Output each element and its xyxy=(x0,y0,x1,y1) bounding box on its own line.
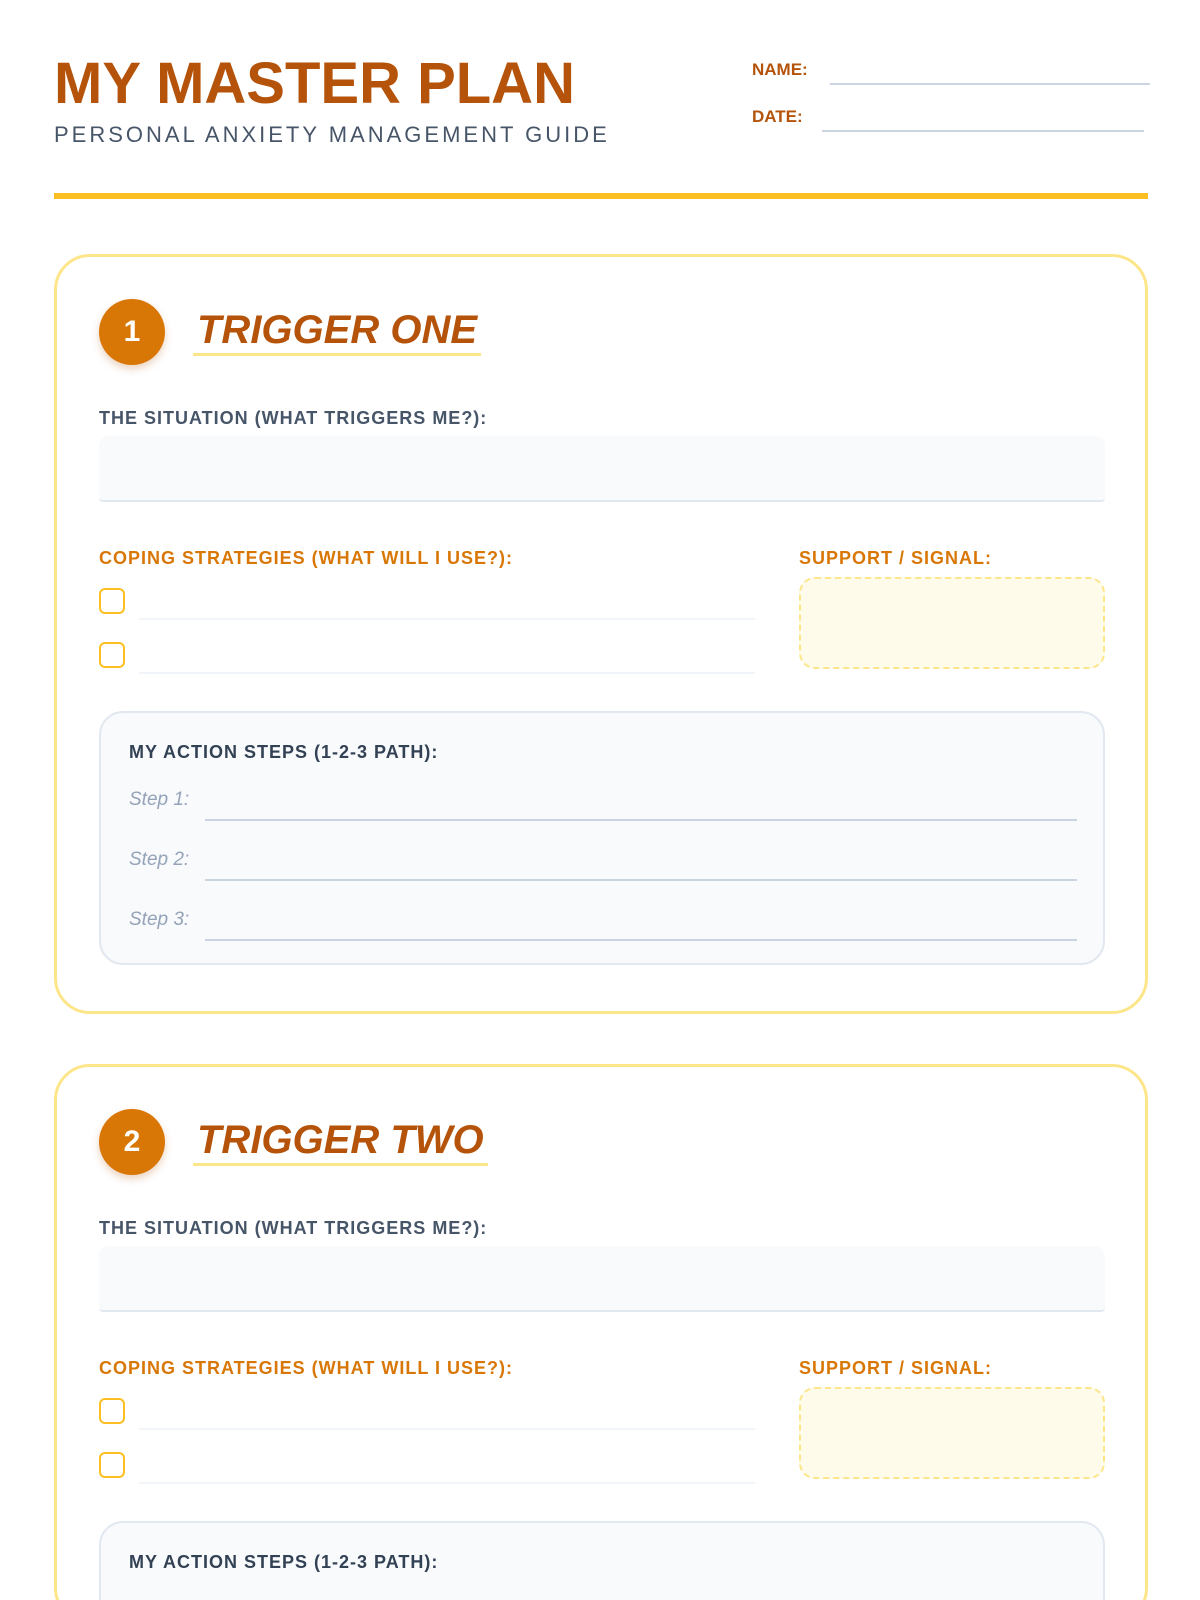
coping-checkbox-1[interactable] xyxy=(99,588,125,614)
name-label: NAME: xyxy=(752,60,808,79)
coping-line-1[interactable] xyxy=(139,618,755,620)
date-field[interactable] xyxy=(822,130,1144,132)
support-input[interactable] xyxy=(799,577,1105,669)
coping-checkbox-1[interactable] xyxy=(99,1398,125,1424)
situation-input[interactable] xyxy=(99,436,1105,502)
situation-input[interactable] xyxy=(99,1246,1105,1312)
action-steps-label: MY ACTION STEPS (1-2-3 PATH): xyxy=(129,742,439,762)
support-label: SUPPORT / SIGNAL: xyxy=(799,548,993,568)
coping-checkbox-2[interactable] xyxy=(99,642,125,668)
trigger-card-1 xyxy=(54,254,1148,1014)
situation-label: THE SITUATION (WHAT TRIGGERS ME?): xyxy=(99,1218,488,1238)
coping-line-2[interactable] xyxy=(139,1482,755,1484)
coping-line-2[interactable] xyxy=(139,672,755,674)
step-2-line[interactable] xyxy=(205,879,1077,881)
step-2-label: Step 2: xyxy=(129,849,190,870)
trigger-number-badge: 1 xyxy=(99,299,165,365)
coping-checkbox-2[interactable] xyxy=(99,1452,125,1478)
coping-label: COPING STRATEGIES (WHAT WILL I USE?): xyxy=(99,548,513,568)
name-field[interactable] xyxy=(830,83,1150,85)
step-3-line[interactable] xyxy=(205,939,1077,941)
trigger-card-2 xyxy=(54,1064,1148,1600)
coping-line-1[interactable] xyxy=(139,1428,755,1430)
step-1-line[interactable] xyxy=(205,819,1077,821)
page-title: MY MASTER PLAN xyxy=(54,51,575,116)
trigger-number-badge: 2 xyxy=(99,1109,165,1175)
action-steps-label: MY ACTION STEPS (1-2-3 PATH): xyxy=(129,1552,439,1572)
situation-label: THE SITUATION (WHAT TRIGGERS ME?): xyxy=(99,408,488,428)
trigger-title: TRIGGER TWO xyxy=(193,1117,488,1166)
action-steps-box xyxy=(99,1521,1105,1600)
trigger-title: TRIGGER ONE xyxy=(193,307,481,356)
action-steps-box xyxy=(99,711,1105,965)
page-subtitle: PERSONAL ANXIETY MANAGEMENT GUIDE xyxy=(54,122,610,147)
step-3-label: Step 3: xyxy=(129,909,190,930)
step-1-label: Step 1: xyxy=(129,789,190,810)
support-label: SUPPORT / SIGNAL: xyxy=(799,1358,993,1378)
header-divider xyxy=(54,193,1148,199)
coping-label: COPING STRATEGIES (WHAT WILL I USE?): xyxy=(99,1358,513,1378)
support-input[interactable] xyxy=(799,1387,1105,1479)
date-label: DATE: xyxy=(752,107,803,126)
